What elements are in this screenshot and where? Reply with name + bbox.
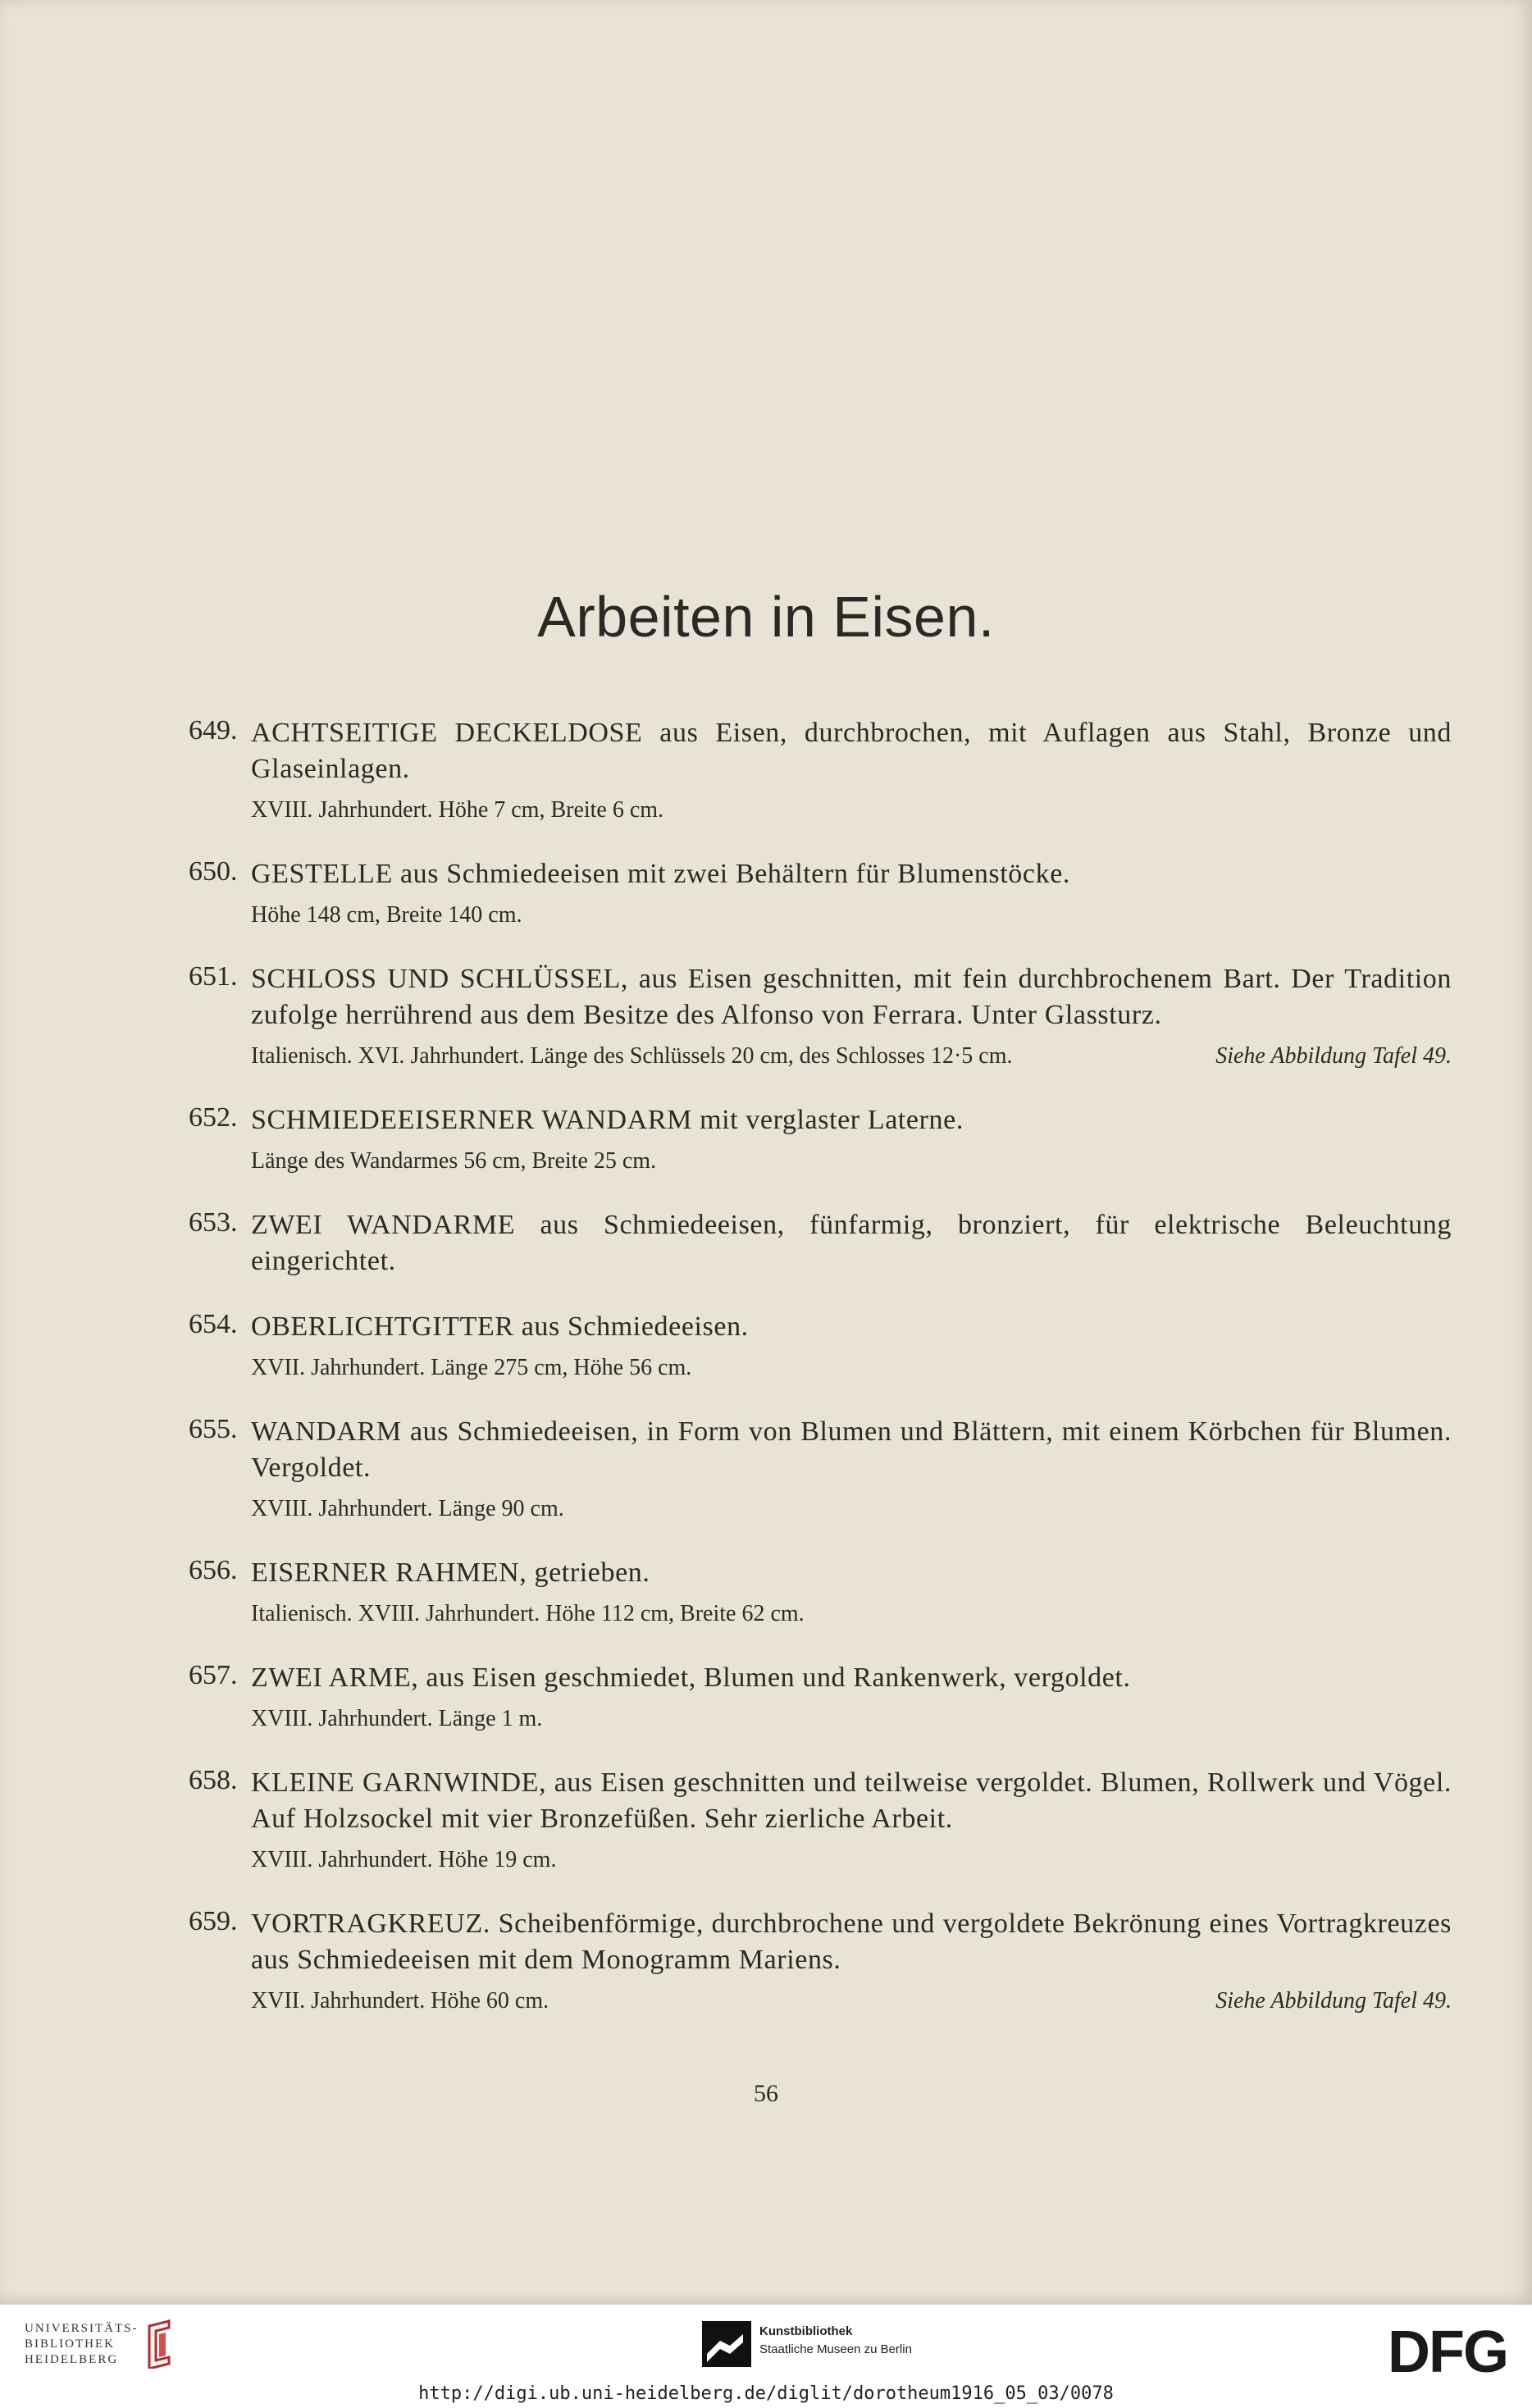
entry-number: 658. — [189, 1765, 238, 1795]
catalog-entry — [189, 961, 1452, 1073]
entry-description: VORTRAGKREUZ. Scheibenförmige, durchbrochene und vergoldete Bekrönung eines Vortragkreuzes aus Schmiedeeisen mit dem Monogramm Mariens. — [251, 1909, 1452, 1975]
entry-description: EISERNER RAHMEN, getrieben. — [251, 1557, 650, 1588]
entry-number: 656. — [189, 1555, 238, 1585]
entry-description: GESTELLE aus Schmiedeeisen mit zwei Behältern für Blumenstöcke. — [251, 859, 1070, 889]
entry-number: 657. — [189, 1660, 238, 1690]
dfg-logo: DFG — [1388, 2319, 1507, 2385]
entry-description: WANDARM aus Schmiedeeisen, in Form von Blumen und Blättern, mit einem Körbchen für Blumen. Vergoldet. — [251, 1416, 1452, 1483]
entry-meta: XVIII. Jahrhundert. Länge 90 cm. — [251, 1496, 564, 1521]
page-number: 56 — [754, 2080, 778, 2107]
kb-subtitle: Staatliche Museen zu Berlin — [759, 2342, 912, 2356]
catalog-entry — [189, 1102, 1452, 1178]
catalog-entry — [189, 1765, 1452, 1877]
page-title: Arbeiten in Eisen. — [537, 585, 995, 649]
entry-meta: XVIII. Jahrhundert. Höhe 19 cm. — [251, 1847, 557, 1872]
digitization-footer — [0, 2305, 1532, 2408]
catalog-entry — [189, 715, 1452, 827]
entry-details — [251, 1598, 1452, 1630]
entry-details — [251, 794, 1452, 827]
catalog-entry — [189, 1207, 1452, 1279]
entry-meta: XVIII. Jahrhundert. Länge 1 m. — [251, 1706, 543, 1731]
entry-meta: XVII. Jahrhundert. Länge 275 cm, Höhe 56 cm. — [251, 1355, 692, 1380]
entry-description: ZWEI WANDARME aus Schmiedeeisen, fünfarmig, bronziert, für elektrische Beleuchtung eingerichtet. — [251, 1210, 1452, 1276]
entry-details — [251, 1844, 1452, 1877]
entry-number: 652. — [189, 1102, 238, 1133]
source-url[interactable]: http://digi.ub.uni-heidelberg.de/diglit/dorotheum1916_05_03/0078 — [418, 2383, 1114, 2404]
entry-meta: Höhe 148 cm, Breite 140 cm. — [251, 902, 522, 928]
ub-line: HEIDELBERG — [25, 2353, 119, 2366]
entry-meta: XVII. Jahrhundert. Höhe 60 cm. — [251, 1988, 549, 2014]
plate-reference: Siehe Abbildung Tafel 49. — [1215, 1988, 1452, 2014]
plate-reference: Siehe Abbildung Tafel 49. — [1215, 1043, 1452, 1069]
ub-heidelberg-label — [25, 2321, 139, 2368]
ub-line: BIBLIOTHEK — [25, 2337, 115, 2351]
kb-name: Kunstbibliothek — [759, 2324, 853, 2338]
entry-list — [189, 715, 1452, 2018]
catalog-entry — [189, 1660, 1452, 1735]
entry-details — [251, 1352, 1452, 1384]
entry-number: 653. — [189, 1207, 238, 1238]
entry-description: SCHMIEDEEISERNER WANDARM mit verglaster Laterne. — [251, 1105, 964, 1135]
entry-number: 650. — [189, 856, 238, 887]
entry-number: 654. — [189, 1309, 238, 1339]
entry-number: 659. — [189, 1906, 238, 1936]
entry-meta: Länge des Wandarmes 56 cm, Breite 25 cm. — [251, 1148, 657, 1174]
catalog-entry — [189, 1906, 1452, 2018]
entry-description: SCHLOSS UND SCHLÜSSEL, aus Eisen geschnitten, mit fein durchbrochenem Bart. Der Tradition zufolge herrührend aus dem Besitze des Alfonso von Ferrara. Unter Glassturz. — [251, 964, 1452, 1030]
entry-details — [251, 899, 1452, 932]
ub-logo-icon — [141, 2319, 177, 2373]
entry-number: 649. — [189, 715, 238, 746]
entry-description: ZWEI ARME, aus Eisen geschmiedet, Blumen und Rankenwerk, vergoldet. — [251, 1662, 1131, 1693]
catalog-entry — [189, 1309, 1452, 1384]
catalog-entry — [189, 1414, 1452, 1526]
entry-description: ACHTSEITIGE DECKELDOSE aus Eisen, durchbrochen, mit Auflagen aus Stahl, Bronze und Glaseinlagen. — [251, 718, 1452, 784]
entry-meta: Italienisch. XVI. Jahrhundert. Länge des Schlüssels 20 cm, des Schlosses 12·5 cm. — [251, 1043, 1013, 1069]
entry-details — [251, 1985, 1452, 2018]
entry-details — [251, 1703, 1452, 1735]
kunstbibliothek-label — [759, 2323, 912, 2359]
catalog-entry — [189, 1555, 1452, 1630]
entry-description: KLEINE GARNWINDE, aus Eisen geschnitten und teilweise vergoldet. Blumen, Rollwerk und Vögel. Auf Holzsockel mit vier Bronzefüßen. Sehr zierliche Arbeit. — [251, 1767, 1452, 1834]
kunstbibliothek-logo-icon — [702, 2321, 751, 2371]
entry-description: OBERLICHTGITTER aus Schmiedeeisen. — [251, 1311, 749, 1342]
entry-details — [251, 1040, 1452, 1073]
entry-details — [251, 1145, 1452, 1178]
entry-meta: XVIII. Jahrhundert. Höhe 7 cm, Breite 6 cm. — [251, 797, 664, 823]
entry-number: 651. — [189, 961, 238, 992]
entry-meta: Italienisch. XVIII. Jahrhundert. Höhe 112 cm, Breite 62 cm. — [251, 1601, 805, 1626]
entry-number: 655. — [189, 1414, 238, 1444]
catalog-entry — [189, 856, 1452, 932]
ub-line: UNIVERSITÄTS- — [25, 2322, 139, 2335]
entry-details — [251, 1493, 1452, 1526]
